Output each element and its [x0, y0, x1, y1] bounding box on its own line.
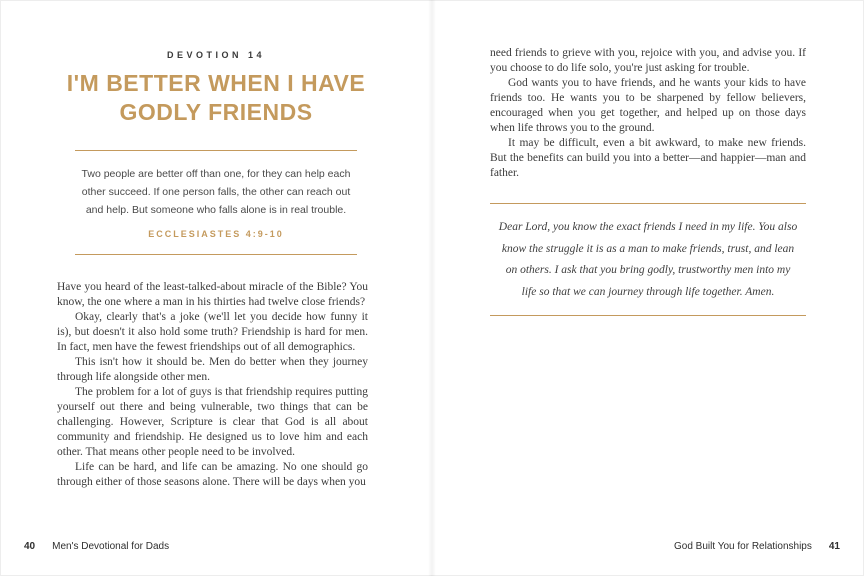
body-paragraph: It may be difficult, even a bit awkward, to make new friends. But the benefits can build you into a better—and happier—man and father. — [490, 137, 806, 179]
left-page-footer — [24, 541, 169, 552]
scripture-reference: ECCLESIASTES 4:9-10 — [148, 229, 284, 239]
body-paragraph: Okay, clearly that's a joke (we'll let you decide how funny it is), but doesn't it also hold some truth? Friendship is hard for men. In fact, men have the fewest friendships out of all demographics. — [57, 311, 368, 353]
devotion-title-line2: GODLY FRIENDS — [119, 99, 313, 125]
prayer-bottom-rule — [490, 315, 806, 316]
left-body-text — [0, 280, 432, 490]
body-paragraph: The problem for a lot of guys is that friendship requires putting yourself out there and being vulnerable, two things that can be challenging. However, Scripture is clear that God is all about community and friendship. He designed us to love him and each other. That means other people need to be involved. — [57, 386, 368, 458]
devotion-title-line1: I'M BETTER WHEN I HAVE — [66, 70, 366, 96]
page-right — [432, 0, 864, 576]
prayer-top-rule — [490, 203, 806, 204]
body-paragraph: This isn't how it should be. Men do better when they journey through life alongside other men. — [57, 356, 368, 383]
book-title-running-footer: Men's Devotional for Dads — [52, 541, 170, 552]
devotion-number-label: DEVOTION 14 — [166, 50, 265, 60]
prayer-text: Dear Lord, you know the exact friends I need in my life. You also know the struggle it is as a man to make friends, trust, and lean on others. I ask that you bring godly, trustworthy men into my life so that we can journey through life together. Amen. — [498, 221, 798, 298]
scripture-quote-text: Two people are better off than one, for they can help each other succeed. If one person falls, the other can reach out and help. But someone who falls alone is in real trouble. — [81, 168, 351, 216]
scripture-quote-block — [75, 150, 357, 255]
right-page-footer — [674, 541, 840, 552]
chapter-running-footer: God Built You for Relationships — [674, 541, 812, 552]
body-paragraph: God wants you to have friends, and he wants your kids to have friends too. He wants you to be sharpened by fellow believers, encouraged when you get together, and helped up on those days when life throws you to the ground. — [490, 77, 806, 134]
page-number: 40 — [24, 541, 36, 552]
devotion-title — [0, 69, 432, 127]
body-paragraph: Have you heard of the least-talked-about miracle of the Bible? You know, the one where a man in his thirties had twelve close friends? — [57, 281, 368, 308]
body-paragraph: need friends to grieve with you, rejoice with you, and advise you. If you choose to do life solo, you're just asking for trouble. — [490, 47, 806, 74]
prayer-block — [490, 203, 806, 316]
page-number: 41 — [828, 541, 840, 552]
quote-top-rule — [75, 150, 357, 151]
body-paragraph: Life can be hard, and life can be amazing. No one should go through either of those seasons alone. There will be days when you — [57, 461, 368, 488]
right-body-text — [432, 0, 864, 181]
quote-bottom-rule — [75, 254, 357, 255]
